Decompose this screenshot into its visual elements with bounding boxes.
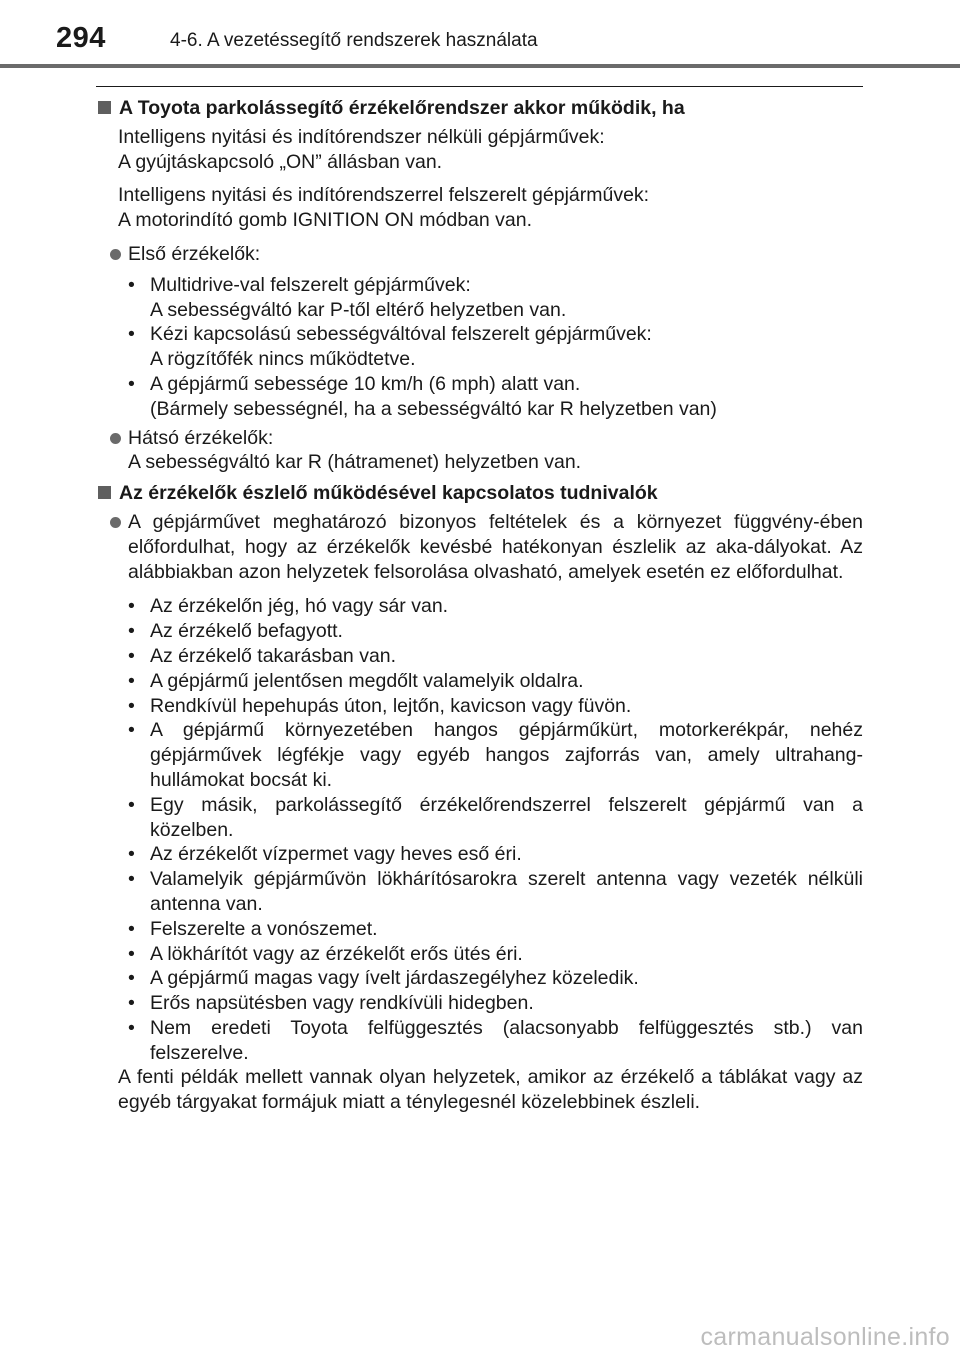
bullet-mark: • xyxy=(128,992,135,1015)
bullet-mark: • xyxy=(128,1016,135,1039)
bullet-mark: • xyxy=(128,868,135,891)
section-heading-text: Az érzékelők észlelő működésével kapcsolatos tudnivalók xyxy=(119,482,658,505)
text-line: Multidrive-val felszerelt gépjárművek: xyxy=(150,273,471,296)
front-sensors-item xyxy=(110,242,863,267)
rear-sensors-item xyxy=(110,426,863,476)
bullet-mark: • xyxy=(128,793,135,816)
bullet-mark: • xyxy=(128,942,135,965)
bullet-mark: • xyxy=(128,967,135,990)
text-line: A gépjármű sebessége 10 km/h (6 mph) alatt van. xyxy=(150,372,581,395)
chapter-title: 4-6. A vezetéssegítő rendszerek használata xyxy=(170,30,538,51)
detection-intro-item xyxy=(110,510,863,584)
bullet-mark: • xyxy=(128,719,135,742)
square-bullet-icon xyxy=(98,101,111,114)
text-line: A sebességváltó kar P-től eltérő helyzetben van. xyxy=(150,298,567,321)
list-item xyxy=(128,322,863,372)
bullet-mark: • xyxy=(128,323,135,346)
bullet-mark: • xyxy=(128,694,135,717)
list-item-text: A gépjármű környezetében hangos gépjárműkürt, motorkerékpár, nehéz gépjárművek légfékje vagy egyéb hangos zajforrás van, amely ultrahang-hullámokat bocsát ki. xyxy=(150,719,863,791)
circle-bullet-icon xyxy=(110,249,121,260)
list-item-text: Az érzékelő takarásban van. xyxy=(150,644,397,667)
text-line: Intelligens nyitási és indítórendszer nélküli gépjárművek: xyxy=(118,125,605,148)
bullet-mark: • xyxy=(128,917,135,940)
text-line: A gyújtáskapcsoló „ON” állásban van. xyxy=(118,150,443,173)
detection-conditions-list xyxy=(128,594,863,1065)
text-line: Kézi kapcsolású sebességváltóval felszerelt gépjárművek: xyxy=(150,323,652,346)
bullet-mark: • xyxy=(128,644,135,667)
text-line: (Bármely sebességnél, ha a sebességváltó kar R helyzetben van) xyxy=(150,397,717,420)
page-content xyxy=(96,92,863,1115)
list-item-text: Felszerelte a vonószemet. xyxy=(150,917,378,940)
list-item xyxy=(128,594,863,619)
list-item-text: Az érzékelő befagyott. xyxy=(150,620,343,643)
closing-paragraph: A fenti példák mellett vannak olyan helyzetek, amikor az érzékelő a táblákat vagy az egyéb tárgyakat formájuk miatt a ténylegesnél közelebbinek észleli. xyxy=(118,1066,863,1114)
list-item xyxy=(128,694,863,719)
list-item-text: A gépjármű jelentősen megdőlt valamelyik oldalra. xyxy=(150,669,584,692)
page-number: 294 xyxy=(56,22,106,54)
list-item xyxy=(128,718,863,792)
list-item xyxy=(128,372,863,422)
list-item xyxy=(128,991,863,1016)
text-line: A rögzítőfék nincs működtetve. xyxy=(150,348,416,371)
list-item-text: Egy másik, parkolássegítő érzékelőrendszerrel felszerelt gépjármű van a közelben. xyxy=(150,793,863,841)
list-item xyxy=(128,867,863,917)
detection-intro-text: A gépjárművet meghatározó bizonyos feltételek és a környezet függvény-ében előfordulhat, hogy az érzékelők kevésbé hatékonyan észlelik az aka-dályokat. Az alábbiakban azon helyzetek felsorolása olvasható, amelyek esetén ez előfordulhat. xyxy=(128,510,863,583)
list-item xyxy=(128,644,863,669)
bullet-mark: • xyxy=(128,843,135,866)
list-item-text: A lökhárítót vagy az érzékelőt erős ütés éri. xyxy=(150,942,523,965)
list-item xyxy=(128,619,863,644)
front-sensors-label: Első érzékelők: xyxy=(128,242,261,265)
bullet-mark: • xyxy=(128,595,135,618)
list-item xyxy=(128,793,863,843)
list-item xyxy=(128,1016,863,1066)
paragraph-no-smart-key xyxy=(118,125,863,175)
list-item xyxy=(128,842,863,867)
content-top-rule xyxy=(96,86,863,87)
bullet-mark: • xyxy=(128,669,135,692)
list-item-text: Nem eredeti Toyota felfüggesztés (alacsonyabb felfüggesztés stb.) van felszerelve. xyxy=(150,1016,863,1064)
header-divider xyxy=(0,64,960,68)
section-heading-detection xyxy=(96,481,863,506)
bullet-mark: • xyxy=(128,620,135,643)
watermark-text: carmanualsonline.info xyxy=(700,1323,950,1351)
list-item-text: Erős napsütésben vagy rendkívüli hidegben. xyxy=(150,992,534,1015)
list-item-text: Valamelyik gépjárművön lökhárítósarokra szerelt antenna vagy vezeték nélküli antenna van. xyxy=(150,868,863,915)
bullet-mark: • xyxy=(128,273,135,296)
list-item-text: A gépjármű magas vagy ívelt járdaszegélyhez közeledik. xyxy=(150,967,639,990)
rear-sensors-label: Hátsó érzékelők: xyxy=(128,426,274,449)
list-item-text: Az érzékelőt vízpermet vagy heves eső éri. xyxy=(150,843,522,866)
front-sensors-list xyxy=(128,273,863,422)
list-item xyxy=(128,966,863,991)
text-line: A motorindító gomb IGNITION ON módban van. xyxy=(118,209,533,232)
list-item xyxy=(128,273,863,323)
circle-bullet-icon xyxy=(110,517,121,528)
list-item-text: Az érzékelőn jég, hó vagy sár van. xyxy=(150,595,449,618)
bullet-mark: • xyxy=(128,372,135,395)
text-line: Intelligens nyitási és indítórendszerrel felszerelt gépjárművek: xyxy=(118,184,650,207)
section-heading-text: A Toyota parkolássegítő érzékelőrendszer akkor működik, ha xyxy=(119,97,685,119)
list-item xyxy=(128,942,863,967)
list-item-text: Rendkívül hepehupás úton, lejtőn, kavicson vagy füvön. xyxy=(150,694,632,717)
list-item xyxy=(128,917,863,942)
rear-sensors-text: A sebességváltó kar R (hátramenet) helyzetben van. xyxy=(128,451,582,474)
section-heading-operation xyxy=(96,96,863,121)
square-bullet-icon xyxy=(98,486,111,499)
circle-bullet-icon xyxy=(110,433,121,444)
list-item xyxy=(128,669,863,694)
paragraph-smart-key xyxy=(118,183,863,233)
